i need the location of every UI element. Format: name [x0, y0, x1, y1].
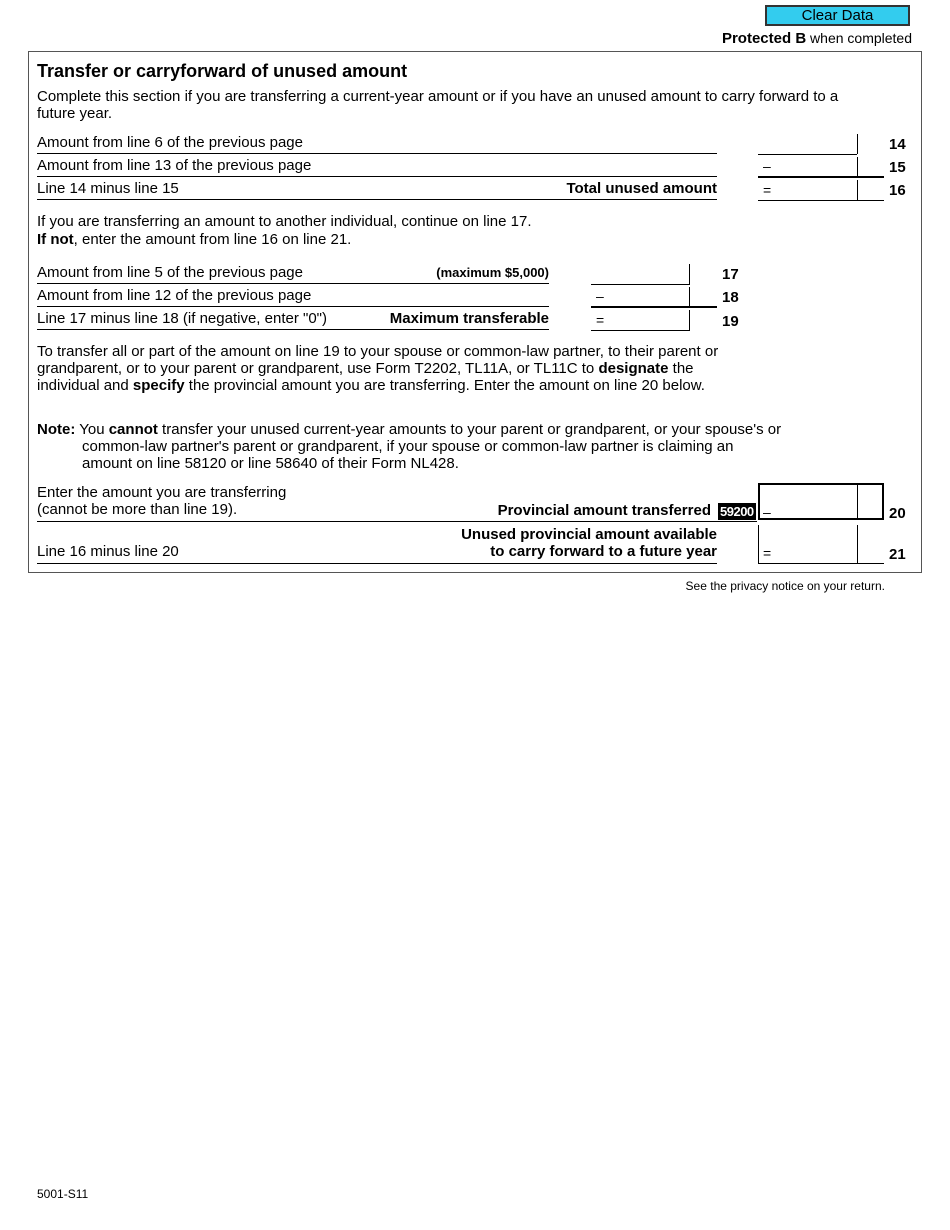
instruction-line-1: If you are transferring an amount to another individual, continue on line 17.	[37, 213, 532, 230]
line-20-label-2: (cannot be more than line 19).	[37, 501, 238, 518]
line-16-total-label: Total unused amount	[566, 180, 717, 197]
form-code: 5001-S11	[37, 1187, 89, 1201]
line-21-number: 21	[889, 546, 906, 563]
transfer-text-2: the individual and	[37, 360, 694, 394]
line-16-label: Line 14 minus line 15	[37, 180, 179, 197]
note-paragraph	[37, 421, 782, 472]
note-label: Note:	[37, 421, 76, 438]
line-16-number: 16	[889, 182, 906, 199]
line-17-number: 17	[722, 266, 739, 283]
line-15-label: Amount from line 13 of the previous page	[37, 157, 312, 174]
instruction-line-2-rest: , enter the amount from line 16 on line 21.	[73, 231, 352, 248]
line-18-label: Amount from line 12 of the previous page	[37, 287, 312, 304]
line-18-number: 18	[722, 289, 739, 306]
line-19-maximum-transferable: Maximum transferable	[389, 310, 549, 327]
line-17-maximum-note: (maximum $5,000)	[436, 265, 549, 280]
line-17-cents-divider	[689, 264, 690, 284]
privacy-notice: See the privacy notice on your return.	[685, 579, 885, 593]
instruction-if-not: If not	[37, 231, 74, 248]
line-16-equals-sign: =	[763, 182, 772, 198]
line-20-number: 20	[889, 505, 906, 522]
line-21-equals-sign: =	[763, 545, 772, 561]
line-15-number: 15	[889, 159, 906, 176]
line-20-cents-divider	[857, 483, 858, 520]
line-14-number: 14	[889, 136, 906, 153]
line-15-rule	[37, 176, 717, 177]
line-17-label: Amount from line 5 of the previous page	[37, 264, 303, 281]
transfer-designate: designate	[598, 360, 669, 377]
line-18-rule	[37, 306, 549, 307]
line-21-unused-label-2: to carry forward to a future year	[490, 543, 717, 560]
protected-b-notice	[722, 30, 912, 47]
transfer-text-1: To transfer all or part of the amount on line 19 to your spouse or common-law partner, to their parent or grandparent, or to your parent or grandparent, use Form T2202, TL11A, or TL11C to	[37, 343, 719, 377]
line-20-code-badge: 59200	[720, 504, 754, 519]
line-14-label: Amount from line 6 of the previous page	[37, 134, 303, 151]
line-19-equals-sign: =	[596, 312, 605, 328]
line-18-minus-sign: –	[596, 288, 604, 304]
line-21-rule	[37, 563, 717, 564]
line-15-minus-sign: –	[763, 158, 771, 174]
line-14-field[interactable]	[758, 134, 857, 155]
line-21-unused-label-1: Unused provincial amount available	[461, 526, 717, 543]
line-16-cents-divider	[857, 180, 858, 200]
line-15-cents-divider	[857, 157, 858, 178]
line-21-label: Line 16 minus line 20	[37, 543, 179, 560]
line-14-rule	[37, 153, 717, 154]
line-19-field[interactable]	[591, 310, 690, 331]
line-20-minus-sign: –	[763, 504, 771, 520]
protected-b-label: Protected B	[721, 30, 807, 47]
note-text-2: transfer your unused current-year amounts to your parent or grandparent, or your spouse's or common-law partner's parent or grandparent, if your spouse or common-law partner is claiming an amount on line 58120 or line 58640 of their Form NL428.	[82, 421, 782, 472]
transfer-text-3: the provincial amount you are transferring. Enter the amount on line 20 below.	[184, 377, 705, 394]
line-17-rule	[37, 283, 549, 284]
line-15-field[interactable]	[758, 157, 884, 178]
line-19-label: Line 17 minus line 18 (if negative, enter "0")	[37, 310, 327, 327]
line-18-field[interactable]	[591, 287, 717, 308]
line-20-label-1: Enter the amount you are transferring	[37, 484, 287, 501]
line-16-rule	[37, 199, 717, 200]
transfer-instructions	[37, 343, 727, 394]
line-19-cents-divider	[689, 310, 690, 330]
line-20-provincial-amount-label: Provincial amount transferred	[497, 502, 711, 519]
line-16-field[interactable]	[758, 180, 884, 201]
note-cannot: cannot	[108, 421, 158, 438]
section-title: Transfer or carryforward of unused amount	[37, 61, 408, 81]
note-text-1: You	[75, 421, 109, 438]
line-21-field[interactable]	[758, 525, 884, 564]
line-14-cents-divider	[857, 134, 858, 154]
line-19-rule	[37, 329, 549, 330]
line-20-rule	[37, 521, 757, 522]
line-17-field[interactable]	[591, 264, 690, 285]
line-21-cents-divider	[857, 525, 858, 564]
instruction-line-2	[37, 231, 877, 248]
line-19-number: 19	[722, 313, 739, 330]
transfer-specify: specify	[132, 377, 185, 394]
line-18-cents-divider	[689, 287, 690, 308]
protected-when-completed: when completed	[806, 30, 912, 46]
clear-data-button[interactable]: Clear Data	[765, 5, 910, 26]
line-20-field[interactable]	[758, 483, 884, 520]
section-intro: Complete this section if you are transferring a current-year amount or if you have an unused amount to carry forward to a future year.	[37, 88, 839, 122]
